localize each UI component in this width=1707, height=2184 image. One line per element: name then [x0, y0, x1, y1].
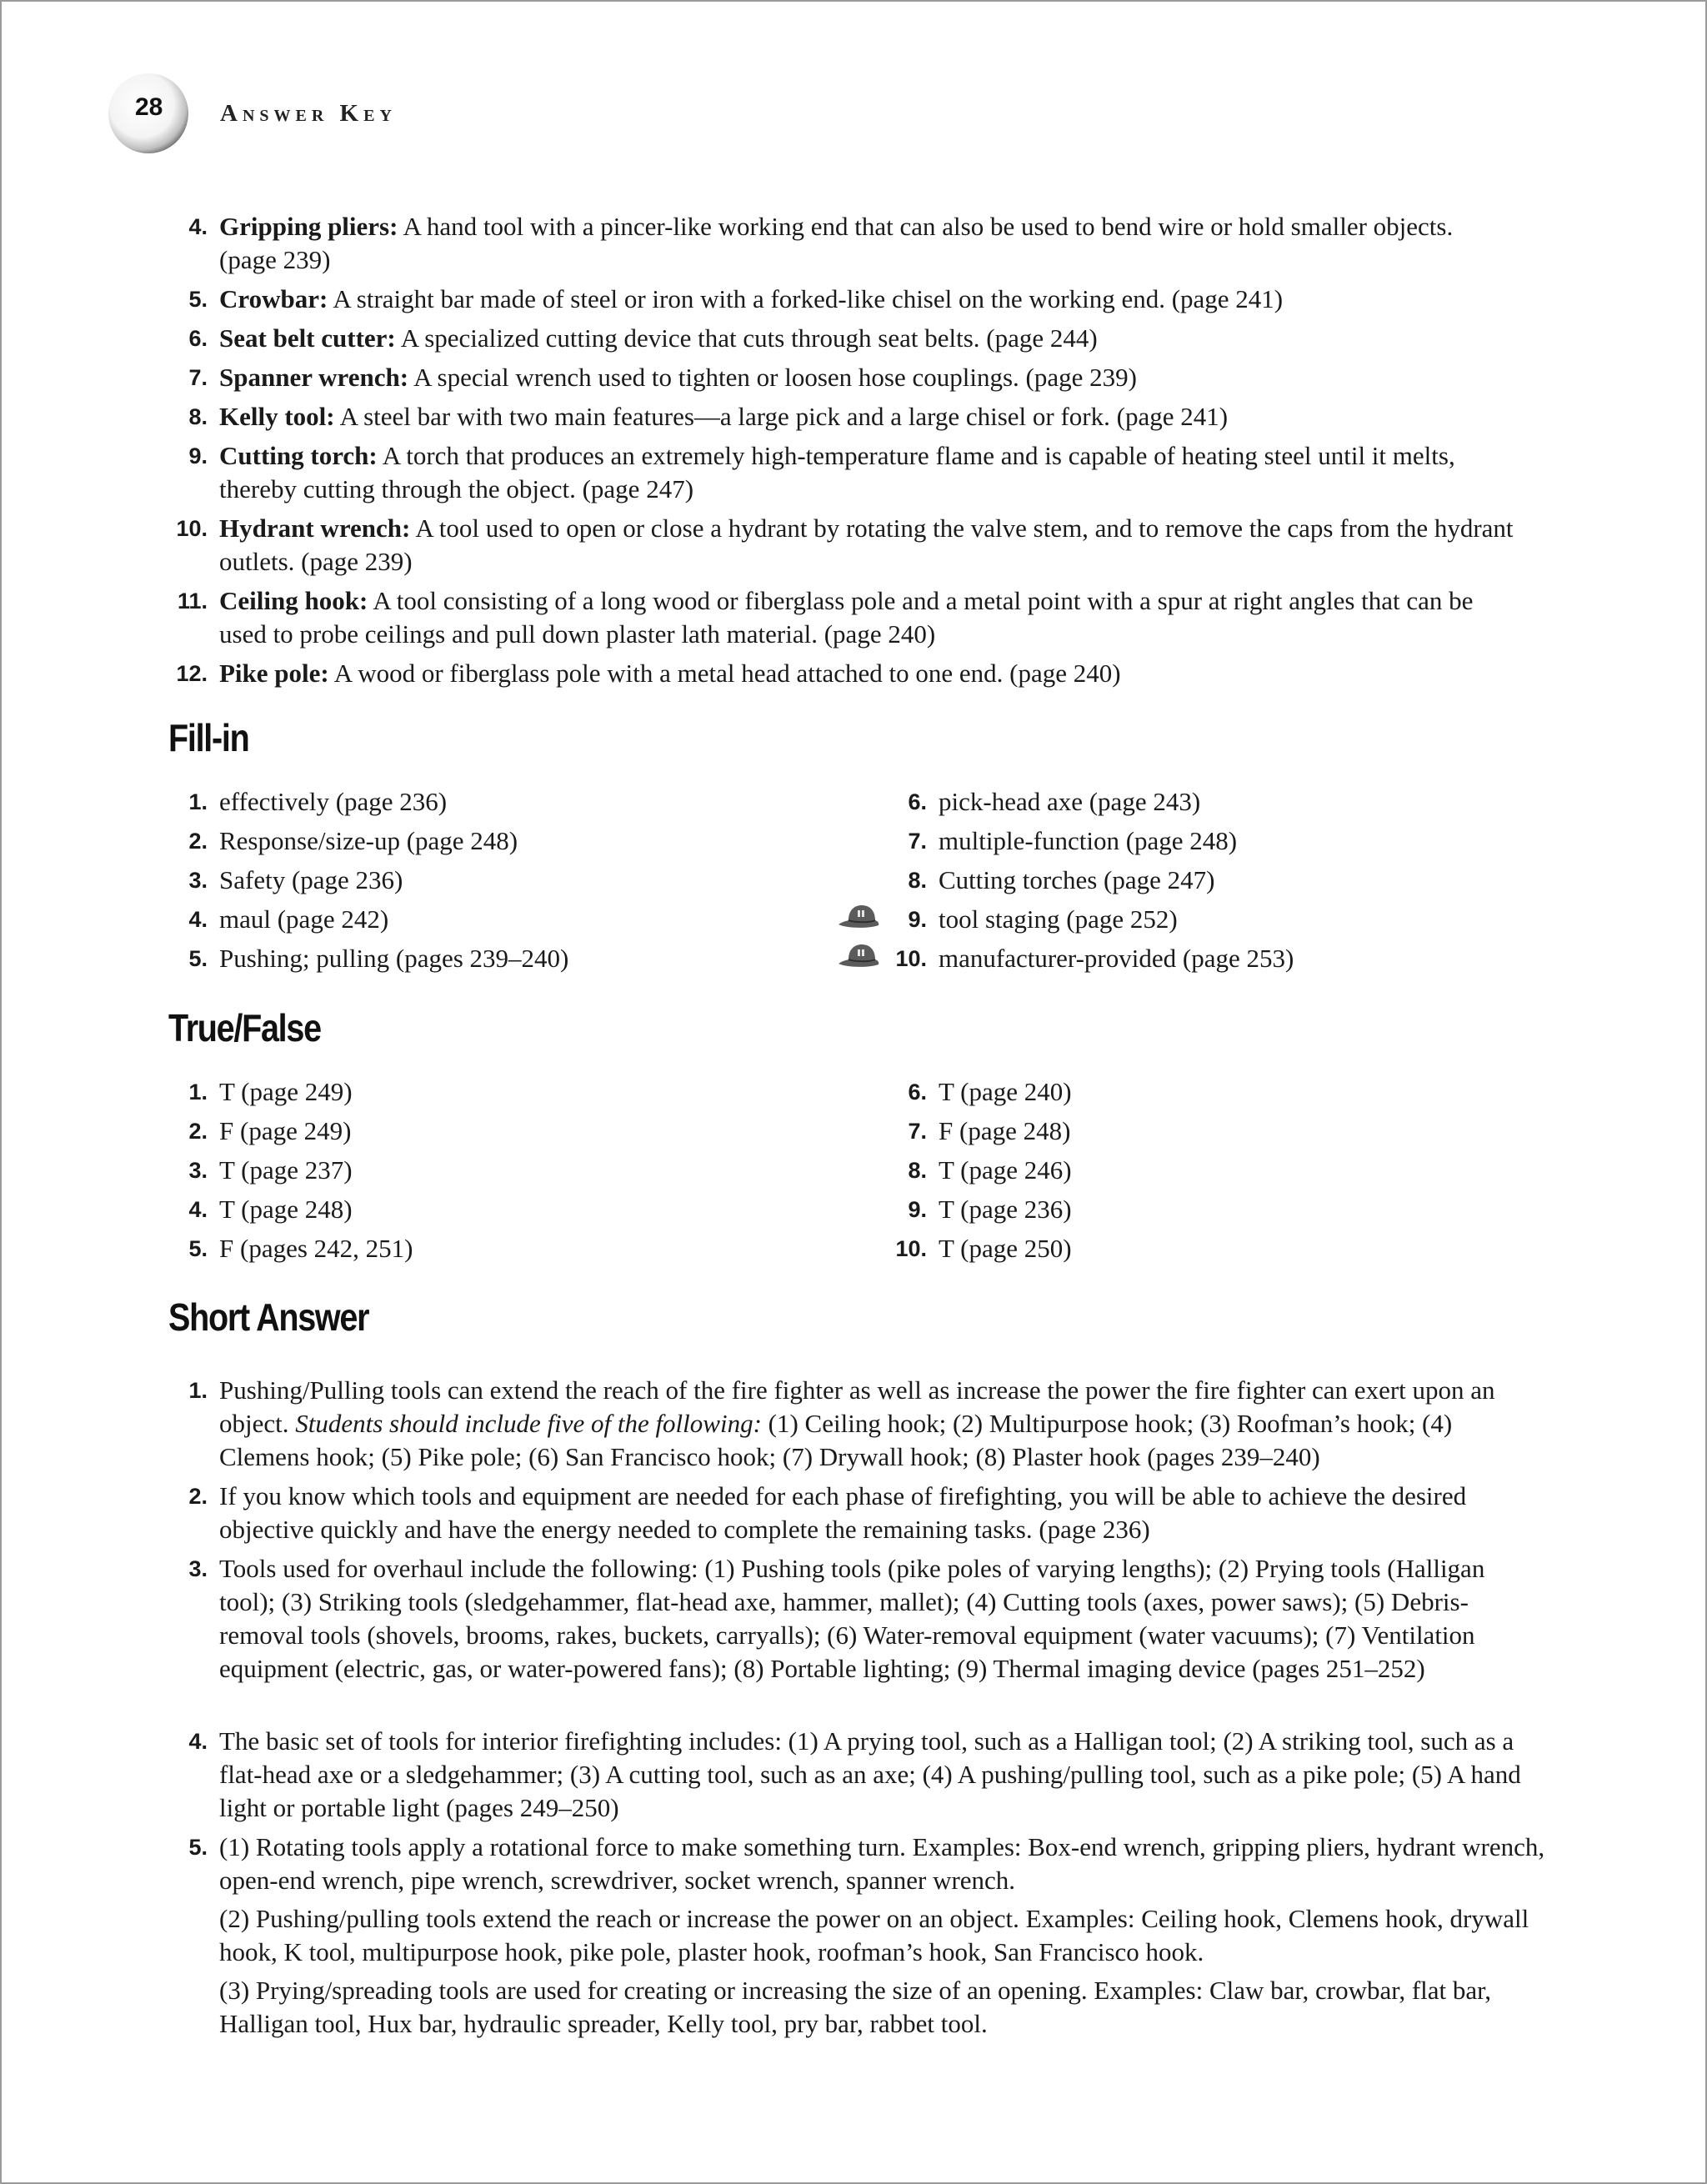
- definition-item: [177, 584, 1519, 651]
- answer-text: tool staging (page 252): [939, 904, 1178, 934]
- answer-text: pick-head axe (page 243): [939, 787, 1201, 816]
- item-number: 7.: [908, 829, 927, 854]
- item-number: 9.: [908, 1197, 927, 1222]
- answer-text: multiple-function (page 248): [939, 826, 1238, 855]
- definition-item: [176, 657, 1553, 690]
- true-false-item: [188, 1232, 853, 1265]
- item-number: 3.: [188, 868, 208, 893]
- answer-text: manufacturer-provided (page 253): [939, 944, 1294, 973]
- answer-text: Safety (page 236): [219, 865, 403, 894]
- true-false-item: [188, 1115, 853, 1148]
- item-number: 10.: [895, 946, 927, 971]
- item-number: 8.: [908, 868, 927, 893]
- item-number: 10.: [176, 516, 208, 541]
- answer-text: maul (page 242): [219, 904, 389, 934]
- fill-in-item: [908, 864, 1572, 897]
- fill-in-item: [908, 785, 1572, 819]
- item-number: 7.: [188, 365, 208, 390]
- page-number: 28: [135, 93, 163, 121]
- true-false-item: [908, 1154, 1572, 1187]
- fill-in-item: [895, 942, 1572, 975]
- running-head: Answer Key: [220, 100, 397, 127]
- fill-in-item: [188, 942, 853, 975]
- answer-text: F (pages 242, 251): [219, 1234, 413, 1263]
- definition-item: [188, 322, 1503, 355]
- item-number: 2.: [188, 829, 208, 854]
- answer-paragraph: (1) Rotating tools apply a rotational force to make something turn. Examples: Box-end wrench, gripping pliers, hydrant wrench, open-end wrench, pipe wrench, screwdriver, socket wrench, spanner wrench.: [219, 1832, 1545, 1895]
- definition-text: A wood or fiberglass pole with a metal head attached to one end. (page 240): [328, 659, 1121, 688]
- true-false-item: [908, 1115, 1572, 1148]
- answer-text: T (page 240): [939, 1077, 1072, 1106]
- definition-item: [176, 512, 1553, 579]
- definition-term: Crowbar:: [219, 284, 328, 313]
- definition-text: A steel bar with two main features—a large pick and a large chisel or fork. (page 241): [334, 402, 1229, 431]
- definition-term: Pike pole:: [219, 659, 329, 688]
- definition-text: A tool consisting of a long wood or fiberglass pole and a metal point with a spur at right angles that can be used to probe ceilings and pull down plaster lath material. (page 240): [219, 586, 1474, 649]
- short-answer-item: [188, 1480, 1536, 1546]
- answer-text: If you know which tools and equipment are needed for each phase of firefighting, you will be able to achieve the desired objective quickly and have the energy needed to complete the remaining tasks. (page 236): [219, 1481, 1467, 1544]
- answer-text: T (page 248): [219, 1195, 353, 1224]
- true-false-item: [188, 1075, 853, 1109]
- definition-text: A torch that produces an extremely high-temperature flame and is capable of heating steel until it melts, thereby cutting through the object. (page 247): [219, 441, 1455, 503]
- true-false-item: [908, 1193, 1572, 1226]
- definition-item: [188, 361, 1503, 394]
- item-number: 10.: [895, 1236, 927, 1261]
- item-number: 4.: [188, 1729, 208, 1754]
- item-number: 1.: [188, 789, 208, 814]
- definition-term: Hydrant wrench:: [219, 513, 411, 543]
- definition-text: A tool used to open or close a hydrant by rotating the valve stem, and to remove the caps from the hydrant outlets. (page 239): [219, 513, 1514, 576]
- short-answer-item: [188, 1374, 1536, 1474]
- item-number: 4.: [188, 907, 208, 932]
- answer-paragraph: (2) Pushing/pulling tools extend the reach or increase the power on an object. Examples: Ceiling hook, Clemens hook, drywall hook, K tool, multipurpose hook, pike pole, plaster hook, roofman’s hook, San Francisco hook.: [219, 1904, 1529, 1966]
- true-false-item: [908, 1075, 1572, 1109]
- item-number: 9.: [188, 443, 208, 468]
- item-number: 5.: [188, 1236, 208, 1261]
- item-number: 8.: [908, 1158, 927, 1183]
- answer-text: T (page 250): [939, 1234, 1072, 1263]
- item-number: 11.: [177, 589, 208, 614]
- item-number: 4.: [188, 1197, 208, 1222]
- helmet-icon: [837, 903, 880, 931]
- helmet-icon: [837, 942, 880, 970]
- fill-in-item: [188, 864, 853, 897]
- definition-item: [188, 283, 1503, 316]
- answer-text: T (page 246): [939, 1155, 1072, 1185]
- section-heading-fill-in: Fill-in: [168, 716, 249, 759]
- item-number: 4.: [188, 214, 208, 239]
- item-number: 9.: [908, 907, 927, 932]
- definition-text: A special wrench used to tighten or loosen hose couplings. (page 239): [408, 363, 1137, 392]
- item-number: 6.: [188, 326, 208, 351]
- fill-in-item: [188, 785, 853, 819]
- item-number: 2.: [188, 1484, 208, 1509]
- answer-text: T (page 236): [939, 1195, 1072, 1224]
- item-number: 12.: [176, 661, 208, 686]
- item-number: 7.: [908, 1119, 927, 1144]
- section-heading-true-false: True/False: [168, 1006, 321, 1049]
- true-false-item: [188, 1193, 853, 1226]
- answer-text: Pushing/Pulling tools can extend the reach of the fire fighter as well as increase the power the fire fighter can exert upon an object.: [219, 1375, 1495, 1438]
- true-false-item: [188, 1154, 853, 1187]
- definition-term: Spanner wrench:: [219, 363, 409, 392]
- answer-text: F (page 249): [219, 1116, 352, 1145]
- fill-in-item: [188, 903, 853, 936]
- answer-text: T (page 237): [219, 1155, 353, 1185]
- definition-item: [188, 439, 1503, 506]
- item-number: 6.: [908, 789, 927, 814]
- definition-term: Seat belt cutter:: [219, 323, 396, 353]
- item-number: 3.: [188, 1556, 208, 1581]
- answer-text: effectively (page 236): [219, 787, 448, 816]
- answer-text: F (page 248): [939, 1116, 1071, 1145]
- answer-text: Tools used for overhaul include the following: (1) Pushing tools (pike poles of varying lengths); (2) Prying tools (Halligan tool); (3) Striking tools (sledgehammer, flat-head axe, hammer, mallet); (4) Cutting tools (axes, power saws); (5) Debris-removal tools (shovels, brooms, rakes, buckets, carryalls); (6) Water-removal equipment (water vacuums); (7) Ventilation equipment (electric, gas, or water-powered fans); (8) Portable lighting; (9) Thermal imaging device (pages 251–252): [219, 1554, 1485, 1683]
- definition-item: [188, 400, 1503, 433]
- section-heading-short-answer: Short Answer: [168, 1295, 369, 1339]
- item-number: 5.: [188, 946, 208, 971]
- fill-in-item: [188, 824, 853, 858]
- short-answer-item: [188, 1552, 1536, 1686]
- answer-text: Pushing; pulling (pages 239–240): [219, 944, 569, 973]
- definition-term: Ceiling hook:: [219, 586, 368, 615]
- definition-term: Gripping pliers:: [219, 212, 398, 241]
- fill-in-item: [908, 824, 1572, 858]
- short-answer-item: [188, 1831, 1569, 2041]
- definition-text: A specialized cutting device that cuts through seat belts. (page 244): [395, 323, 1098, 353]
- item-number: 6.: [908, 1079, 927, 1105]
- definition-text: A hand tool with a pincer-like working end that can also be used to bend wire or hold smaller objects. (page 239): [219, 212, 1454, 274]
- item-number: 5.: [188, 1835, 208, 1860]
- true-false-item: [895, 1232, 1572, 1265]
- definition-term: Cutting torch:: [219, 441, 378, 470]
- item-number: 8.: [188, 404, 208, 429]
- answer-paragraph: (3) Prying/spreading tools are used for creating or increasing the size of an opening. Examples: Claw bar, crowbar, flat bar, Halligan tool, Hux bar, hydraulic spreader, Kelly tool, pry bar, rabbet tool.: [219, 1976, 1491, 2038]
- answer-text: Cutting torches (page 247): [939, 865, 1215, 894]
- definition-text: A straight bar made of steel or iron with a forked-like chisel on the working end. (page 241): [328, 284, 1284, 313]
- short-answer-item: [188, 1725, 1536, 1825]
- answer-text: T (page 249): [219, 1077, 353, 1106]
- item-number: 1.: [188, 1079, 208, 1105]
- answer-text: The basic set of tools for interior firefighting includes: (1) A prying tool, such as a Halligan tool; (2) A striking tool, such as a flat-head axe or a sledgehammer; (3) A cutting tool, such as an axe; (4) A pushing/pulling tool, such as a pike pole; (5) A hand light or portable light (pages 249–250): [219, 1726, 1521, 1822]
- item-number: 1.: [188, 1378, 208, 1403]
- definition-item: [188, 210, 1503, 277]
- item-number: 2.: [188, 1119, 208, 1144]
- definition-term: Kelly tool:: [219, 402, 335, 431]
- answer-text: Response/size-up (page 248): [219, 826, 518, 855]
- answer-instruction: Students should include five of the following:: [295, 1409, 762, 1438]
- answer-text: (1) Ceiling hook; (2) Multipurpose hook; (3) Roofman’s hook; (4) Clemens hook; (5) Pike pole; (6) San Francisco hook; (7) Drywall hook; (8) Plaster hook (pages 239–240): [219, 1409, 1453, 1471]
- fill-in-item: [908, 903, 1572, 936]
- item-number: 5.: [188, 287, 208, 312]
- item-number: 3.: [188, 1158, 208, 1183]
